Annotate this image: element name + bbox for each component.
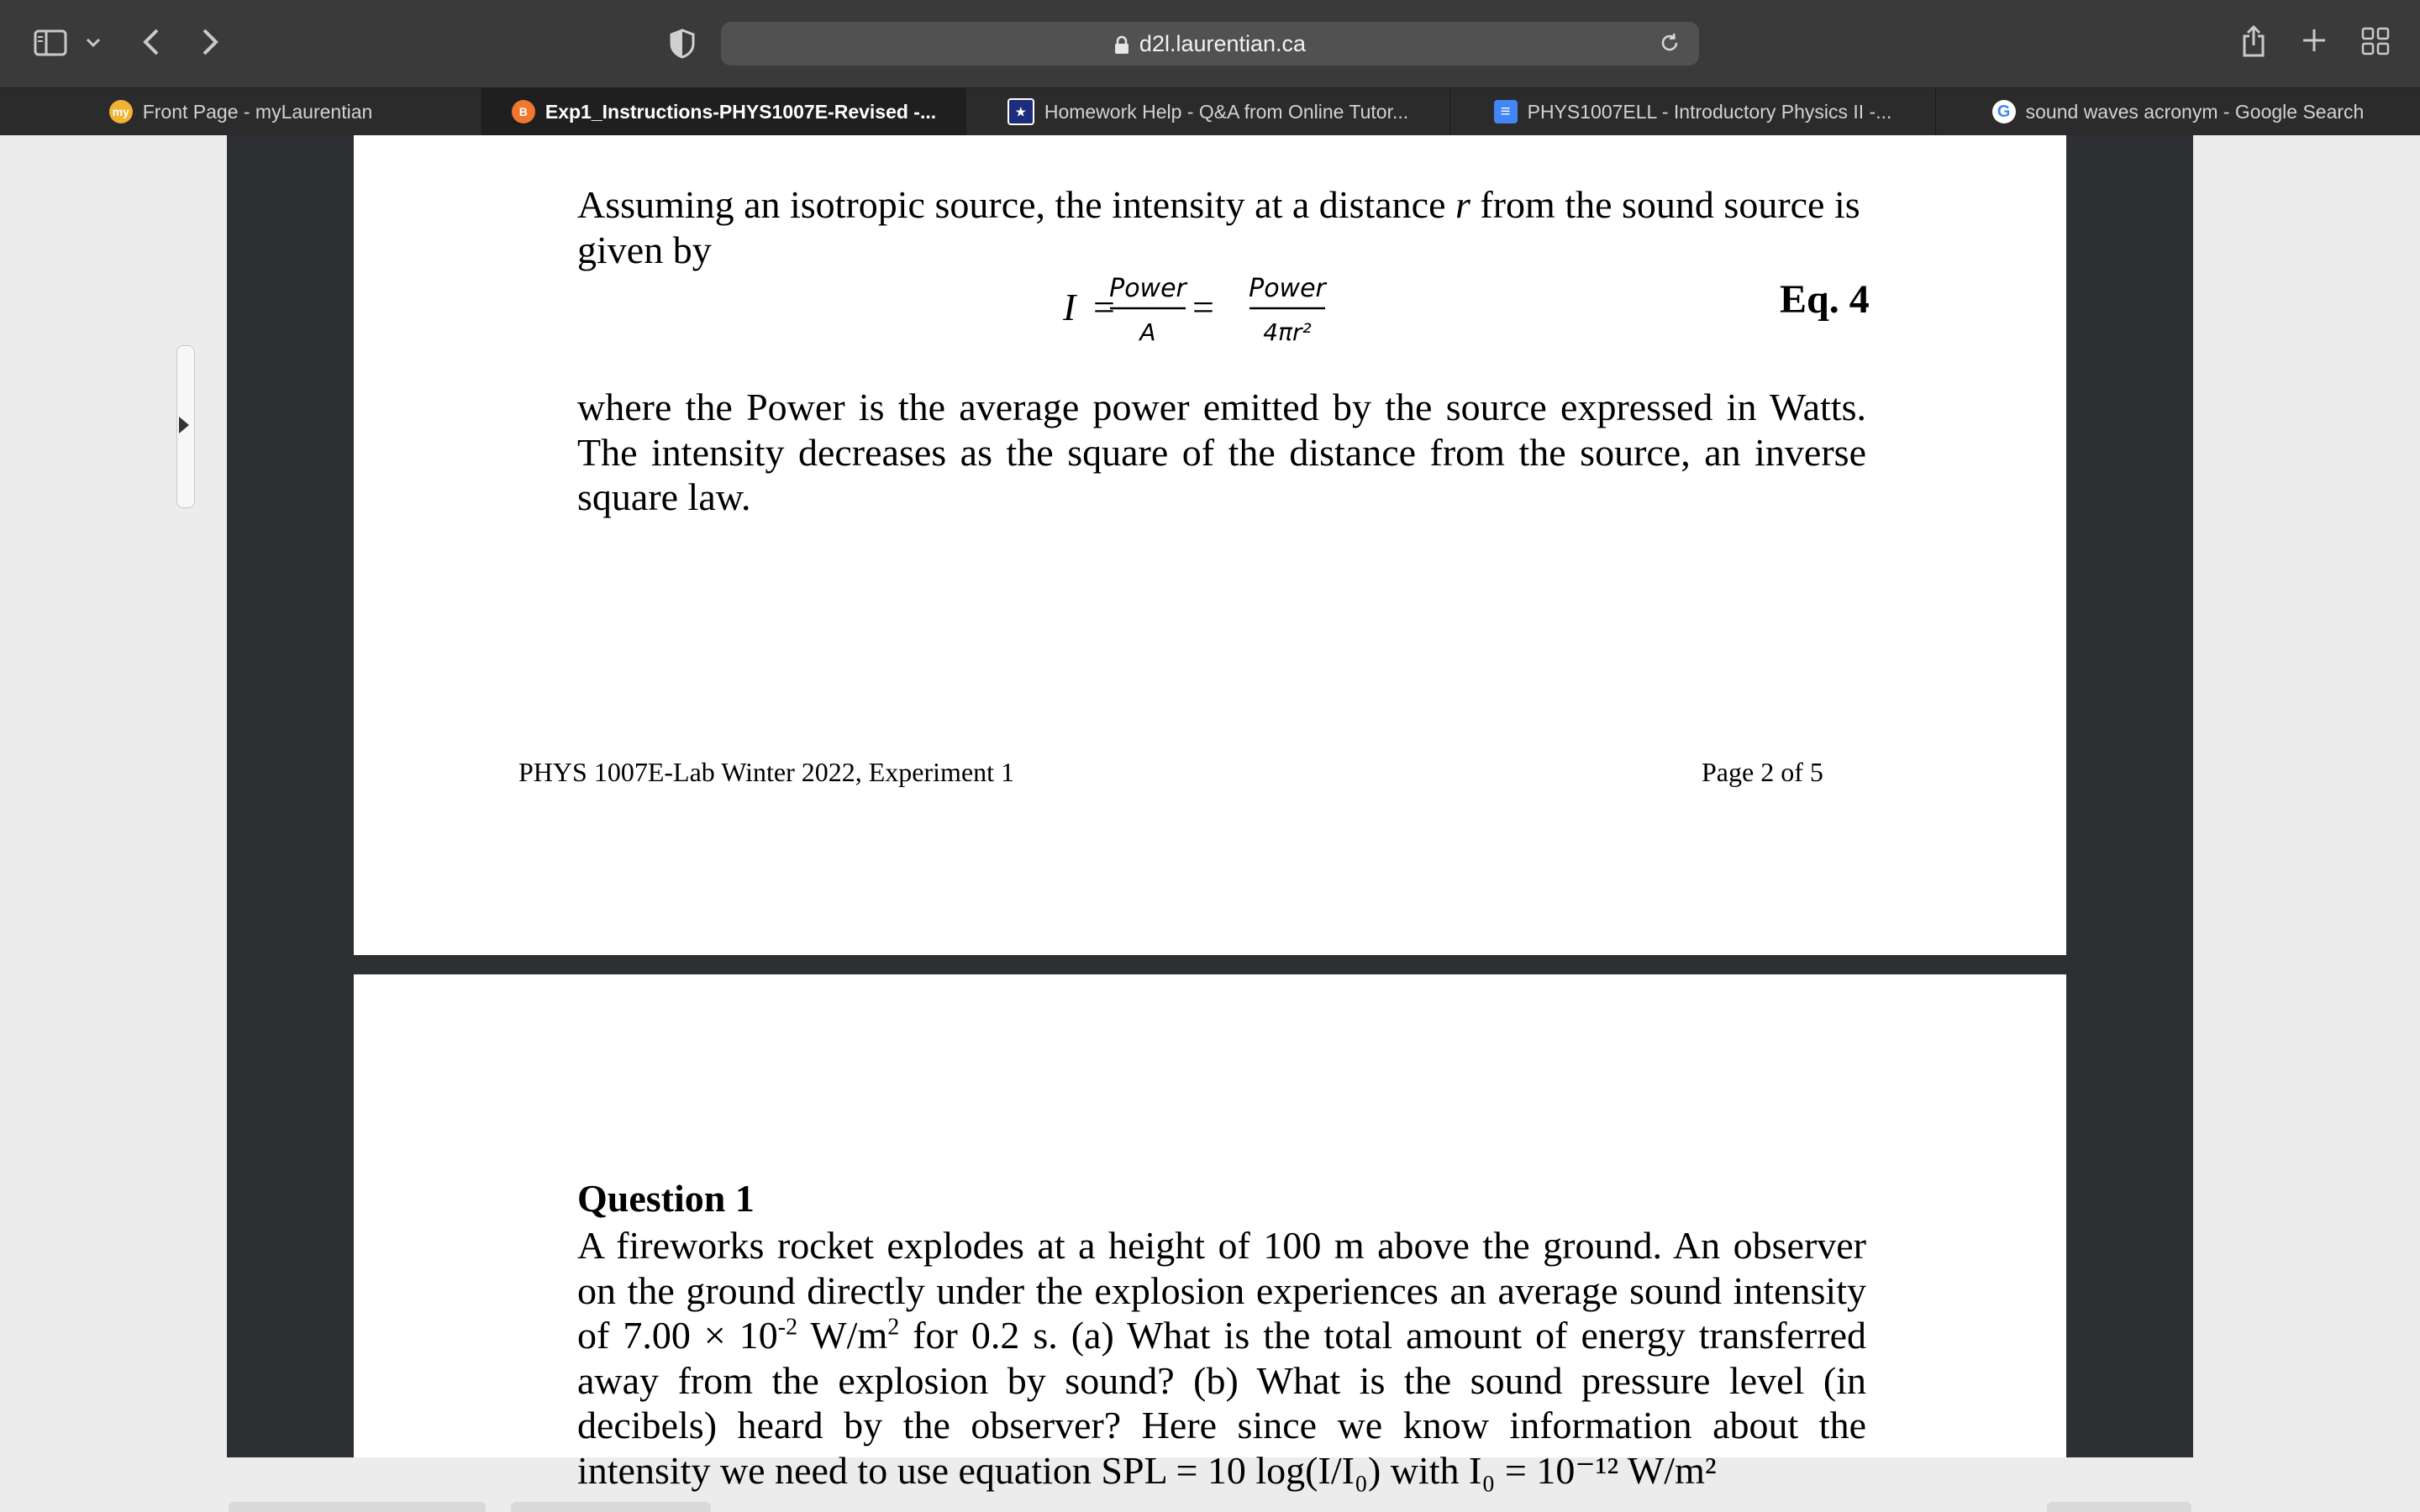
tab-exp1-instructions[interactable] (482, 88, 966, 135)
d2l-icon: B (512, 100, 535, 123)
bottom-button-stub-3[interactable] (2047, 1502, 2191, 1512)
lock-icon (1114, 34, 1129, 53)
intro-paragraph (577, 182, 1866, 272)
google-icon: G (1992, 100, 2016, 123)
bottom-button-stub-2[interactable] (511, 1502, 711, 1512)
mylaurentian-icon: my (109, 100, 133, 123)
question-title: Question 1 (577, 1177, 755, 1220)
caret-right-icon (179, 417, 189, 433)
tab-label: sound waves acronym - Google Search (2025, 100, 2365, 123)
docs-icon: ≡ (1494, 100, 1518, 123)
tab-label: Front Page - myLaurentian (142, 100, 373, 123)
eq-frac1-den: A (1139, 318, 1156, 346)
equation-4 (1043, 270, 1396, 362)
question-exponent-1: -2 (777, 1314, 798, 1341)
pdf-page-3 (354, 974, 2066, 1492)
sidebar-toggle-icon[interactable] (32, 27, 69, 59)
share-icon[interactable] (2238, 22, 2269, 60)
url-text: d2l.laurentian.ca (1139, 30, 1307, 56)
page-number: Page 2 of 5 (1702, 757, 1823, 787)
reload-icon[interactable] (1659, 32, 1681, 60)
eq-frac2-den: 4πr² (1263, 318, 1312, 346)
eq-sign-1: = (1093, 286, 1115, 328)
thumbnail-panel-toggle[interactable] (176, 345, 195, 508)
question-text-c: for 0.2 s. (a) What is the total amount of energy transferred away from the explosion by sound? (b) What is the sound pressure level (in decibels) heard by the observer? Here since we know information about the intensity we need to use equation SPL = 10 log(I/I₀) with I₀ = 10⁻¹² W/m² (577, 1314, 1866, 1492)
tab-front-page[interactable] (0, 88, 482, 135)
pdf-page-2 (354, 135, 2066, 955)
chevron-down-icon[interactable] (82, 32, 104, 54)
intro-text-1: Assuming an isotropic source, the intensity at a distance (577, 183, 1455, 226)
forward-icon[interactable] (193, 25, 227, 59)
tab-label: PHYS1007ELL - Introductory Physics II -... (1527, 100, 1892, 123)
back-icon[interactable] (134, 25, 168, 59)
tab-phys1007ell[interactable] (1450, 88, 1936, 135)
page-footer-left: PHYS 1007E-Lab Winter 2022, Experiment 1 (518, 757, 1015, 787)
question-exponent-2: 2 (887, 1314, 900, 1341)
address-bar[interactable] (721, 22, 1699, 66)
new-tab-icon[interactable] (2299, 25, 2329, 55)
equation-label: Eq. 4 (1780, 277, 1870, 322)
tab-bar (0, 87, 2420, 135)
tab-homework-help[interactable] (966, 88, 1450, 135)
star-badge-icon: ★ (1007, 98, 1034, 125)
question-text-a: A fireworks rocket explodes at a height of 100 m above the ground. An observer on the ground directly under the explosion experiences an average sound intensity of 7.00 × 10 (577, 1224, 1866, 1357)
privacy-shield-icon[interactable] (667, 27, 697, 60)
tab-google-search[interactable] (1936, 88, 2420, 135)
question-text (577, 1223, 1866, 1493)
tab-label: Exp1_Instructions-PHYS1007E-Revised -... (544, 100, 937, 123)
bottom-button-stub-1[interactable] (229, 1502, 486, 1512)
eq-lhs: I (1063, 286, 1076, 328)
eq-sign-2: = (1192, 286, 1214, 328)
tab-overview-icon[interactable] (2360, 25, 2391, 57)
pdf-viewer (0, 135, 2420, 1512)
tab-label: Homework Help - Q&A from Online Tutor... (1044, 100, 1409, 123)
intro-var-r: r (1455, 183, 1470, 226)
eq-frac2-num: Power (1249, 274, 1326, 303)
browser-toolbar (0, 0, 2420, 87)
intro-text-2: from the sound source is (1470, 183, 1860, 226)
question-text-b: W/m (797, 1314, 888, 1357)
eq-frac1-num: Power (1109, 274, 1186, 303)
explain-paragraph: where the Power is the average power emitted by the source expressed in Watts. The intensity decreases as the square of the distance from the source, an inverse square law. (577, 386, 1866, 518)
intro-text-3: given by (577, 228, 712, 271)
